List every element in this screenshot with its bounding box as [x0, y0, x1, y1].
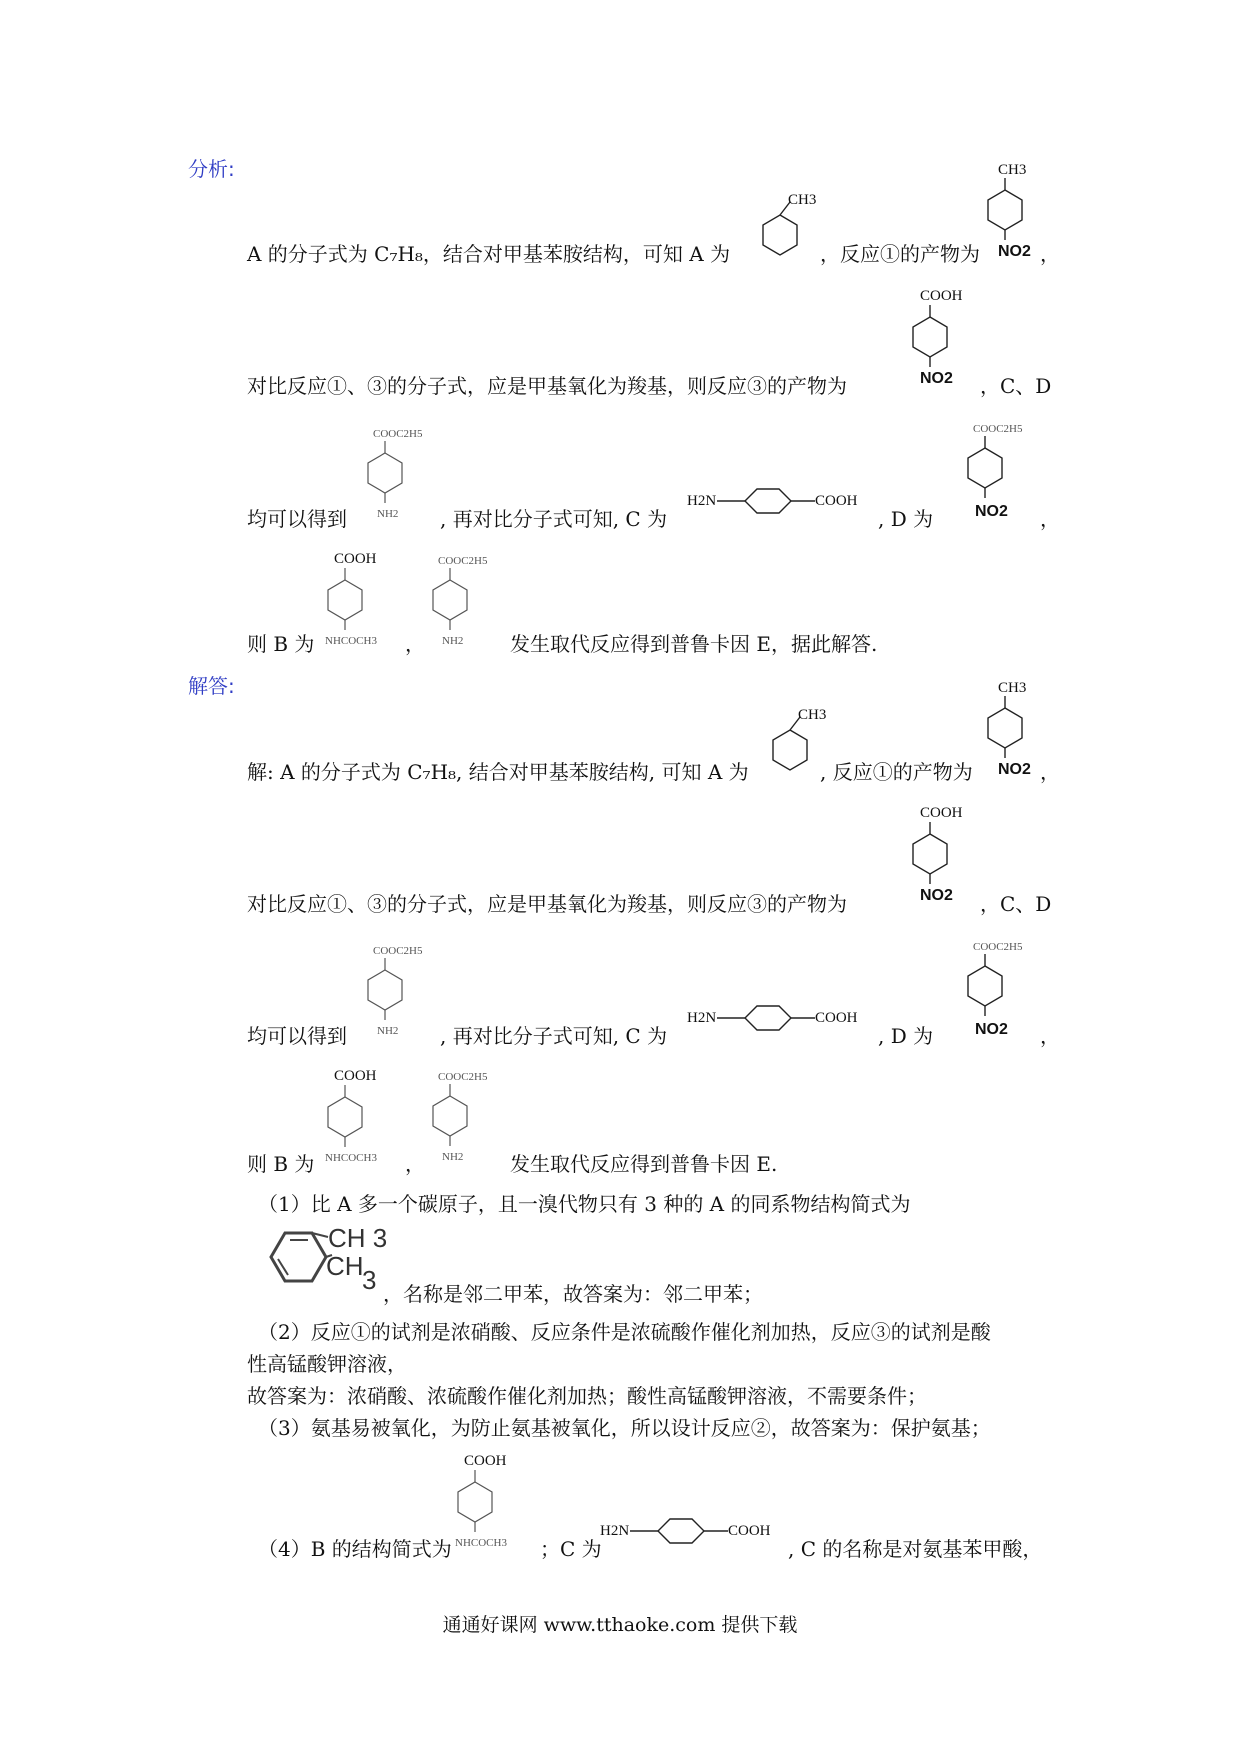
q4-paba-cooh-label: COOH [728, 1523, 771, 1539]
solution-ethyl-nitrobenzoate-structure [955, 938, 1035, 1043]
solution-line-2a: 对比反应①、③的分子式，应是甲基氧化为羧基，则反应③的产物为 [247, 892, 847, 916]
xylene-ch3-top-label: CH 3 [328, 1223, 388, 1253]
xylene-subscript-label: 3 [362, 1265, 377, 1295]
xylene-ch3-bottom-label: CH [326, 1251, 364, 1281]
analysis-line-1a: A 的分子式为 C₇H₈，结合对甲基苯胺结构，可知 A 为 [247, 242, 731, 266]
solution-line-4a: 则 B 为 [247, 1152, 315, 1176]
analysis-line-3a: 均可以得到 [247, 507, 347, 531]
analysis-line-4a: 则 B 为 [247, 632, 315, 656]
o-xylene-structure [250, 1225, 400, 1305]
solution-acetamidobenzoic-acid-structure [320, 1065, 410, 1170]
benzocaine-structure [360, 425, 430, 530]
question-4a: （4）B 的结构简式为 [258, 1537, 452, 1561]
solution-line-4b: ， [405, 1152, 425, 1176]
nitrobenzoic-cooh-label: COOH [920, 288, 963, 304]
question-2a: （2）反应①的试剂是浓硝酸、反应条件是浓硫酸作催化剂加热，反应③的试剂是酸 [258, 1320, 991, 1344]
ethyl-nitrobenzoate-cooc2h5-label: COOC2H5 [973, 423, 1023, 435]
solution-line-3c: , D 为 [878, 1024, 934, 1048]
analysis-line-3b: , 再对比分子式可知, C 为 [440, 507, 668, 531]
q4-acetamido-cooh-label: COOH [464, 1453, 507, 1469]
solution-p-aminobenzoic-acid-structure [687, 1002, 877, 1047]
solution-heading: 解答: [188, 674, 235, 698]
solution-line-3a: 均可以得到 [247, 1024, 347, 1048]
solution-acetamido-cooh-label: COOH [334, 1068, 377, 1084]
benzocaine-structure-2 [425, 552, 495, 652]
solution-line-3d: ， [1040, 1024, 1060, 1048]
solution-paba-h2n-label: H2N [687, 1010, 717, 1026]
acetamido-cooh-label: COOH [334, 551, 377, 567]
q4-p-aminobenzoic-acid-structure [600, 1515, 790, 1560]
toluene-structure [755, 190, 815, 265]
analysis-line-3c: , D 为 [878, 507, 934, 531]
benzocaine2-nh2-label: NH2 [442, 635, 464, 647]
question-3: （3）氨基易被氧化，为防止氨基被氧化，所以设计反应②，故答案为：保护氨基； [258, 1416, 991, 1440]
q4-acetamidobenzoic-acid-structure [450, 1450, 540, 1555]
benzocaine-nh2-label: NH2 [377, 508, 399, 520]
solution-benzocaine-cooc2h5-label: COOC2H5 [373, 945, 423, 957]
solution-nitrotoluene-no2-label: NO2 [998, 761, 1031, 778]
acetamidobenzoic-acid-structure [320, 548, 410, 653]
solution-line-3b: , 再对比分子式可知, C 为 [440, 1024, 668, 1048]
solution-line-1a: 解: A 的分子式为 C₇H₈, 结合对甲基苯胺结构, 可知 A 为 [247, 760, 749, 784]
analysis-line-4b: ， [405, 632, 425, 656]
solution-benzocaine-nh2-label: NH2 [377, 1025, 399, 1037]
solution-ethyl-nitrobenzoate-no2-label: NO2 [975, 1021, 1008, 1038]
nitrotoluene-no2-label: NO2 [998, 243, 1031, 260]
solution-p-nitrobenzoic-acid-structure [905, 802, 975, 907]
question-1: （1）比 A 多一个碳原子，且一溴代物只有 3 种的 A 的同系物结构简式为 [258, 1192, 911, 1216]
solution-nitrobenzoic-no2-label: NO2 [920, 887, 953, 904]
question-2c: 故答案为：浓硝酸、浓硫酸作催化剂加热；酸性高锰酸钾溶液，不需要条件； [247, 1384, 927, 1408]
question-2b: 性高锰酸钾溶液， [247, 1352, 407, 1376]
solution-nitrotoluene-ch3-label: CH3 [998, 680, 1027, 696]
question-4c: , C 的名称是对氨基苯甲酸， [788, 1537, 1043, 1561]
analysis-line-1c: ， [1040, 242, 1060, 266]
solution-benzocaine2-nh2-label: NH2 [442, 1151, 464, 1163]
toluene-ch3-label: CH3 [788, 192, 817, 208]
analysis-line-1b: ，反应①的产物为 [820, 242, 980, 266]
benzocaine-cooc2h5-label: COOC2H5 [373, 428, 423, 440]
q4-acetamido-nhcoch3-label: NHCOCH3 [455, 1537, 507, 1549]
benzocaine2-cooc2h5-label: COOC2H5 [438, 555, 488, 567]
solution-paba-cooh-label: COOH [815, 1010, 858, 1026]
solution-toluene-ch3-label: CH3 [798, 707, 827, 723]
q4-paba-h2n-label: H2N [600, 1523, 630, 1539]
nitrobenzoic-no2-label: NO2 [920, 370, 953, 387]
p-aminobenzoic-acid-structure [687, 485, 877, 530]
ethyl-nitrobenzoate-no2-label: NO2 [975, 503, 1008, 520]
solution-line-1c: ， [1040, 760, 1060, 784]
paba-cooh-label: COOH [815, 493, 858, 509]
paba-h2n-label: H2N [687, 493, 717, 509]
question-4b: ；C 为 [540, 1537, 602, 1561]
solution-nitrobenzoic-cooh-label: COOH [920, 805, 963, 821]
solution-p-nitrotoluene-structure [980, 678, 1040, 778]
analysis-line-4c: 发生取代反应得到普鲁卡因 E，据此解答. [510, 632, 878, 656]
solution-benzocaine-structure-2 [425, 1068, 495, 1168]
analysis-line-3d: ， [1040, 507, 1060, 531]
nitrotoluene-ch3-label: CH3 [998, 162, 1027, 178]
acetamido-nhcoch3-label: NHCOCH3 [325, 635, 377, 647]
solution-line-4c: 发生取代反应得到普鲁卡因 E. [510, 1152, 778, 1176]
ethyl-nitrobenzoate-structure [955, 420, 1035, 525]
p-nitrobenzoic-acid-structure [905, 285, 975, 390]
analysis-line-2b: ，C、D [980, 374, 1052, 398]
solution-toluene-structure [765, 705, 825, 780]
solution-benzocaine-structure [360, 942, 430, 1047]
p-nitrotoluene-structure [980, 160, 1040, 260]
solution-ethyl-nitrobenzoate-cooc2h5-label: COOC2H5 [973, 941, 1023, 953]
solution-line-2b: ，C、D [980, 892, 1052, 916]
analysis-line-2a: 对比反应①、③的分子式，应是甲基氧化为羧基，则反应③的产物为 [247, 374, 847, 398]
analysis-heading: 分析: [188, 157, 235, 181]
solution-benzocaine2-cooc2h5-label: COOC2H5 [438, 1071, 488, 1083]
solution-acetamido-nhcoch3-label: NHCOCH3 [325, 1152, 377, 1164]
solution-line-1b: , 反应①的产物为 [820, 760, 973, 784]
question-1b: ，名称是邻二甲苯，故答案为：邻二甲苯； [383, 1282, 763, 1306]
page-footer: 通通好课网 www.tthaoke.com 提供下载 [442, 1614, 798, 1636]
